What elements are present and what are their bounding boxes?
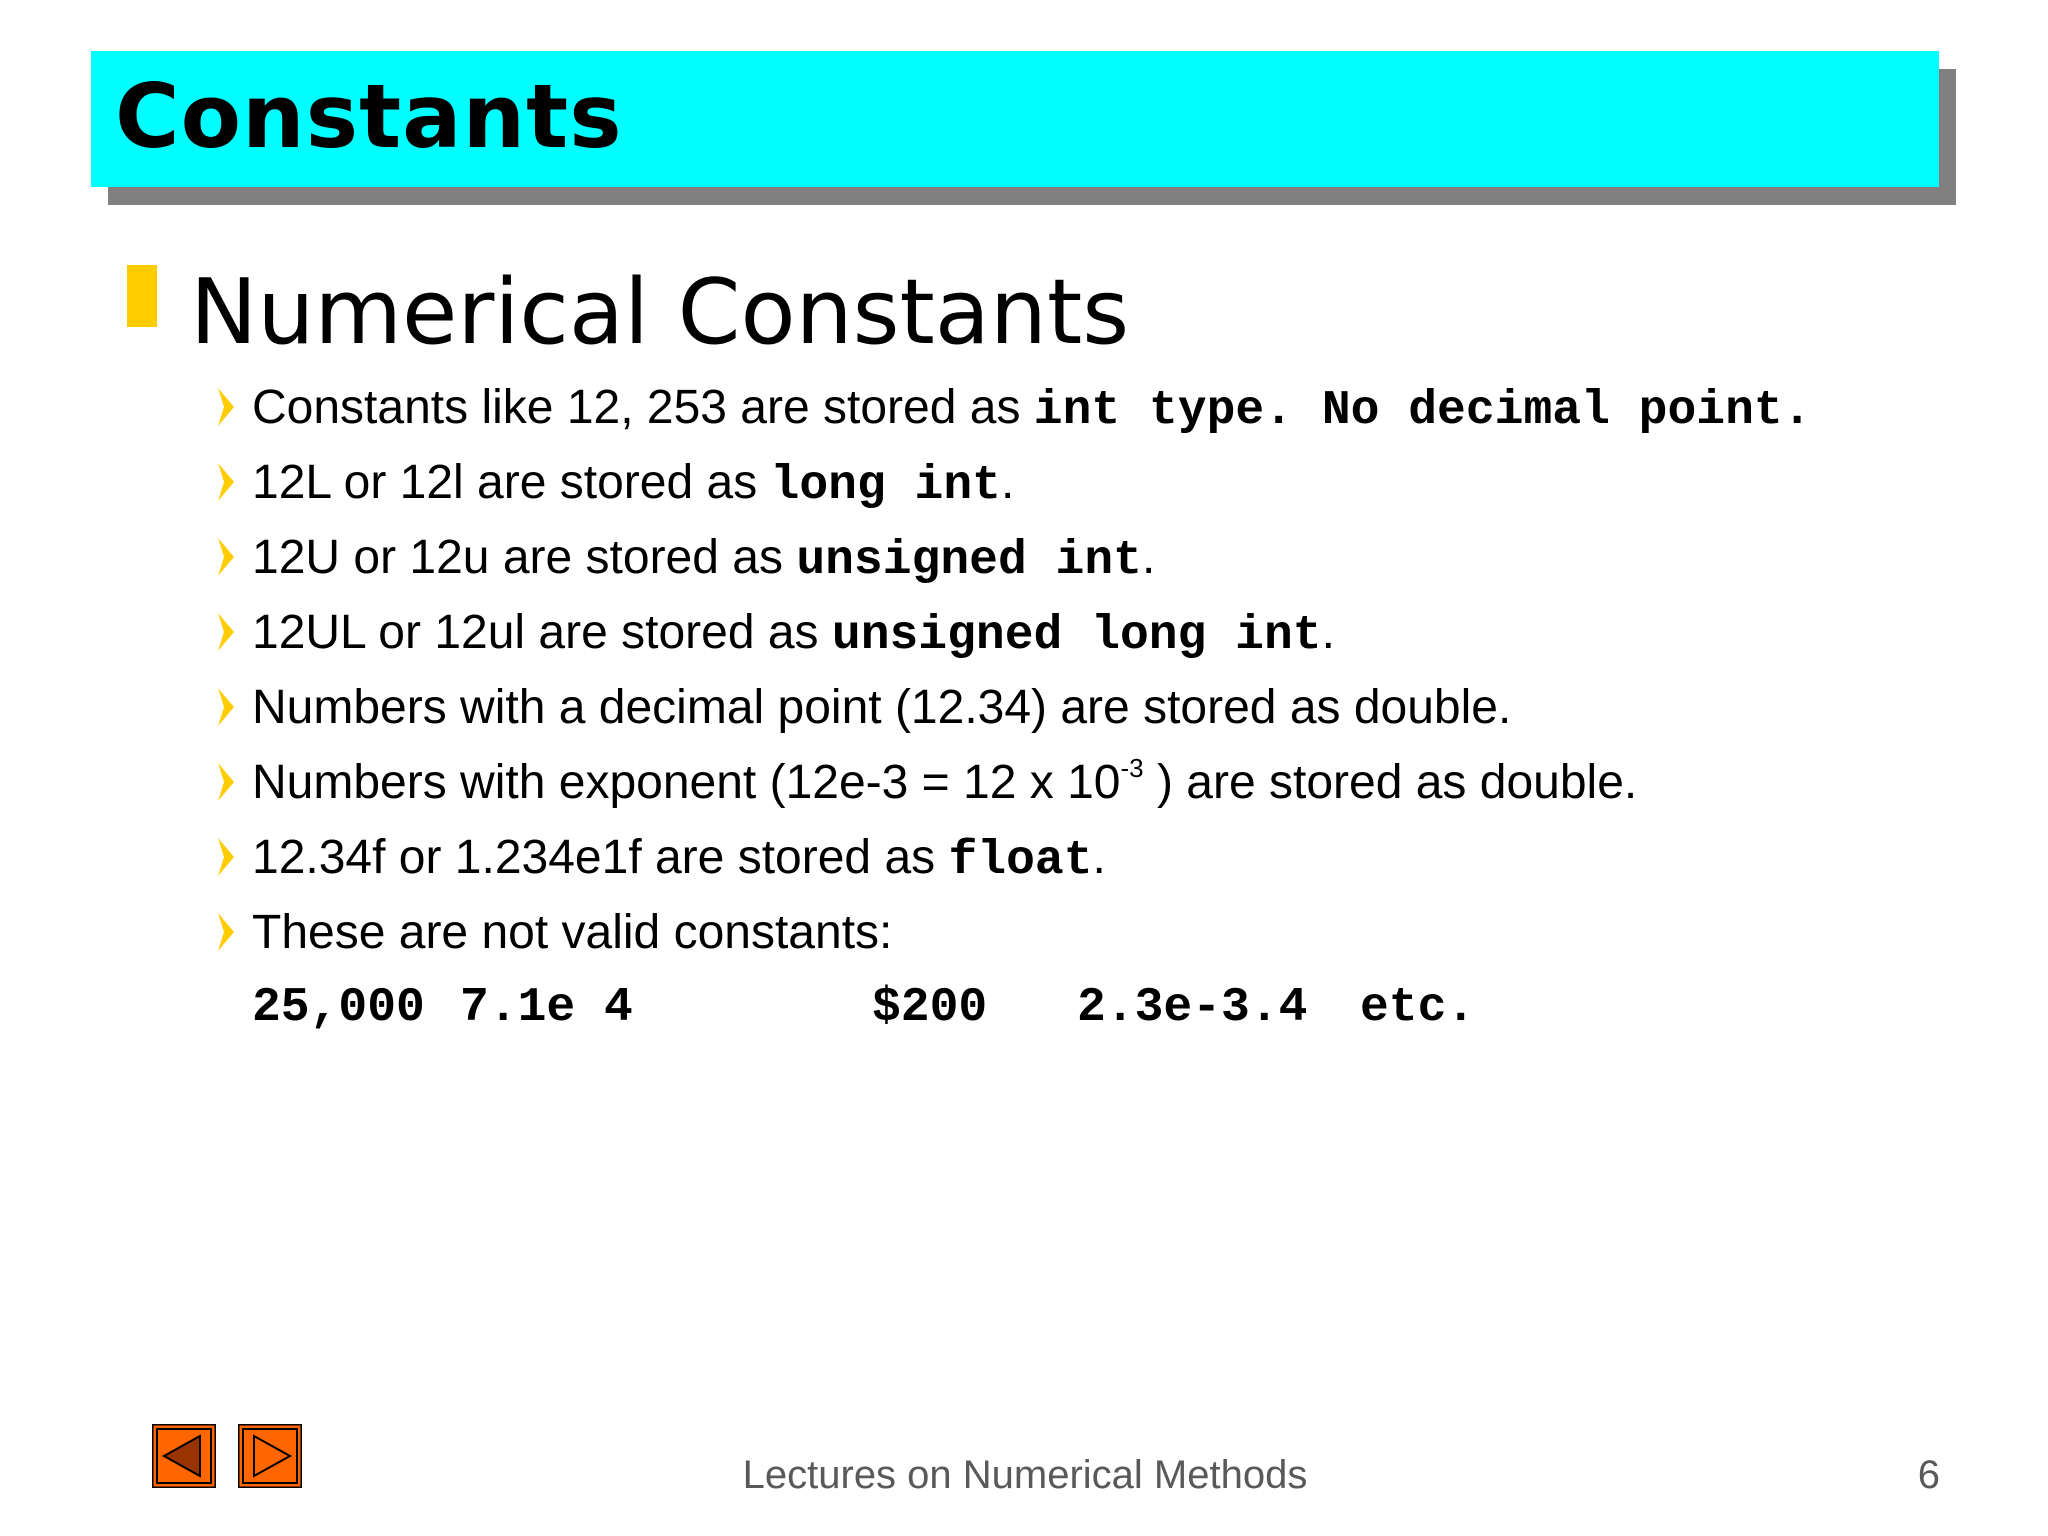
item-suffix: . <box>1092 831 1106 884</box>
main-bullet-icon <box>127 265 157 327</box>
item-code: float <box>948 834 1093 888</box>
footer-title: Lectures on Numerical Methods <box>742 1453 1308 1497</box>
next-slide-button[interactable] <box>238 1424 302 1488</box>
item-suffix: ) are stored as double. <box>1143 756 1638 809</box>
arrow-bullet-icon <box>214 463 236 501</box>
list-item <box>252 378 1812 441</box>
item-suffix: . <box>1141 531 1156 584</box>
list-item <box>252 603 1335 666</box>
invalid-constants-row <box>252 978 1552 1038</box>
item-text: 12U or 12u are stored as <box>252 531 797 584</box>
item-suffix: . <box>1321 606 1335 659</box>
item-code: unsigned int <box>796 534 1142 588</box>
list-item <box>252 528 1155 591</box>
item-code: unsigned long int <box>831 609 1322 663</box>
item-text: Numbers with a decimal point (12.34) are stored as double. <box>252 681 1512 734</box>
item-text: These are not valid constants: <box>252 906 893 959</box>
list-item <box>252 903 892 963</box>
section-heading: Numerical Constants <box>190 260 1130 365</box>
invalid-example: 25,000 <box>252 981 425 1035</box>
item-text: Numbers with exponent (12e-3 = 12 x 10 <box>252 756 1121 809</box>
invalid-example: 7.1e 4 <box>460 981 633 1035</box>
item-text: 12.34f or 1.234e1f are stored as <box>252 831 949 884</box>
item-text: 12L or 12l are stored as <box>252 456 771 509</box>
arrow-bullet-icon <box>214 388 236 426</box>
invalid-example: etc. <box>1360 981 1476 1035</box>
list-item <box>252 678 1511 738</box>
arrow-bullet-icon <box>214 538 236 576</box>
page-number: 6 <box>1917 1453 1940 1497</box>
item-code: long int <box>770 459 1001 513</box>
title-bar <box>91 51 1939 187</box>
item-suffix: . <box>1000 456 1015 509</box>
arrow-bullet-icon <box>214 763 236 801</box>
list-item <box>252 453 1014 516</box>
list-item <box>252 753 1637 813</box>
previous-slide-button[interactable] <box>152 1424 216 1488</box>
exponent: -3 <box>1120 753 1144 783</box>
invalid-example: $200 <box>872 981 988 1035</box>
item-code: int type. No decimal point. <box>1033 384 1812 438</box>
item-text: 12UL or 12ul are stored as <box>252 606 832 659</box>
arrow-bullet-icon <box>214 838 236 876</box>
arrow-bullet-icon <box>214 688 236 726</box>
arrow-bullet-icon <box>214 613 236 651</box>
item-text: Constants like 12, 253 are stored as <box>252 381 1034 434</box>
arrow-bullet-icon <box>214 913 236 951</box>
list-item <box>252 828 1106 891</box>
invalid-example: 2.3e-3.4 <box>1077 981 1308 1035</box>
slide-title: Constants <box>115 65 623 168</box>
